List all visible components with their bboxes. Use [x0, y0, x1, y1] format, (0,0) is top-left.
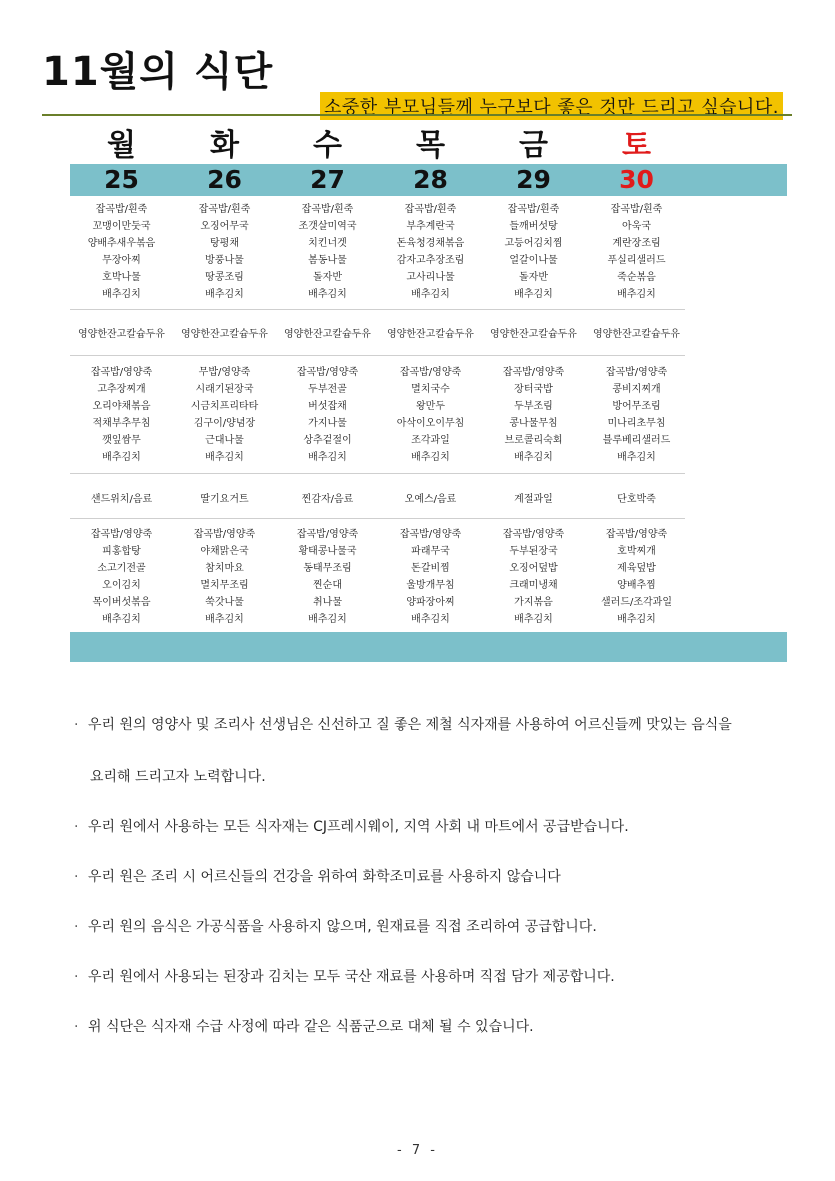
menu-item: 양파장아찌 — [406, 597, 455, 608]
menu-item: 푸실리샐러드 — [607, 255, 666, 266]
breakfast-mon — [70, 201, 173, 303]
menu-item: 찐순대 — [313, 580, 342, 591]
snack-item: 영양한잔고칼슘두유 — [593, 329, 680, 340]
menu-item: 꼬맹이만둣국 — [92, 221, 151, 232]
notice-item — [74, 714, 794, 788]
menu-item: 고사리나물 — [406, 272, 455, 283]
menu-item: 멸치무조림 — [200, 580, 249, 591]
menu-item: 배추김치 — [617, 289, 656, 300]
divider — [70, 355, 685, 356]
title-underline — [42, 114, 792, 116]
snack-item: 샌드위치/음료 — [90, 494, 153, 505]
notice-item — [74, 1016, 794, 1038]
menu-item: 잡곡밥/영양죽 — [605, 529, 668, 540]
menu-item: 파래무국 — [411, 546, 450, 557]
snack-item: 영양한잔고칼슘두유 — [490, 329, 577, 340]
date-thu: 28 — [413, 165, 448, 194]
menu-item: 잡곡밥/영양죽 — [502, 529, 565, 540]
menu-item: 잡곡밥/흰죽 — [507, 204, 560, 215]
menu-item: 무장아찌 — [102, 255, 141, 266]
menu-item: 브로콜리숙회 — [504, 435, 563, 446]
menu-item: 제육덮밥 — [617, 563, 656, 574]
menu-item: 배추김치 — [205, 452, 244, 463]
notice-text-continued: 요리해 드리고자 노력합니다. — [90, 769, 266, 785]
lunch-mon — [70, 364, 173, 466]
menu-item: 배추김치 — [617, 452, 656, 463]
menu-item: 장터국밥 — [514, 384, 553, 395]
menu-item: 잡곡밥/흰죽 — [301, 204, 354, 215]
lunch-thu — [379, 364, 482, 466]
notice-item — [74, 966, 794, 988]
menu-item: 잡곡밥/영양죽 — [605, 367, 668, 378]
snack-item: 영양한잔고칼슘두유 — [284, 329, 371, 340]
snack-item: 영양한잔고칼슘두유 — [78, 329, 165, 340]
menu-item: 배추김치 — [102, 614, 141, 625]
menu-item: 상추겉절이 — [303, 435, 352, 446]
menu-item: 배추김치 — [514, 289, 553, 300]
menu-item: 계란장조림 — [612, 238, 661, 249]
date-mon: 25 — [104, 165, 139, 194]
menu-item: 잡곡밥/흰죽 — [610, 204, 663, 215]
bullet-icon: · — [74, 819, 79, 835]
date-wed: 27 — [310, 165, 345, 194]
breakfast-thu — [379, 201, 482, 303]
menu-item: 호박나물 — [102, 272, 141, 283]
menu-item: 왕만두 — [416, 401, 445, 412]
notice-text: 우리 원의 영양사 및 조리사 선생님은 신선하고 질 좋은 제철 식자재를 사용하여 어르신들께 맛있는 음식을 — [88, 717, 732, 733]
menu-item: 적채부추무침 — [92, 418, 151, 429]
menu-item: 잡곡밥/영양죽 — [90, 367, 153, 378]
menu-item: 배추김치 — [411, 289, 450, 300]
date-bar — [70, 164, 787, 196]
notice-text: 우리 원의 음식은 가공식품을 사용하지 않으며, 원재료를 직접 조리하여 공급합니다. — [88, 919, 597, 935]
menu-item: 두부조림 — [514, 401, 553, 412]
menu-item: 깻잎쌈무 — [102, 435, 141, 446]
menu-item: 아삭이오이무침 — [396, 418, 465, 429]
page-number: - 7 - — [397, 1143, 438, 1158]
notice-text: 우리 원에서 사용되는 된장과 김치는 모두 국산 재료를 사용하며 직접 담가 제공합니다. — [88, 969, 615, 985]
menu-item: 두부전골 — [308, 384, 347, 395]
bullet-icon: · — [74, 717, 79, 733]
menu-item: 잡곡밥/영양죽 — [399, 529, 462, 540]
bullet-icon: · — [74, 919, 79, 935]
menu-item: 봄동나물 — [308, 255, 347, 266]
menu-item: 근대나물 — [205, 435, 244, 446]
menu-item: 잡곡밥/흰죽 — [198, 204, 251, 215]
menu-item: 조각과일 — [411, 435, 450, 446]
menu-item: 잡곡밥/영양죽 — [90, 529, 153, 540]
notice-text: 위 식단은 식자재 수급 사정에 따라 같은 식품군으로 대체 될 수 있습니다. — [88, 1019, 534, 1035]
breakfast-fri — [482, 201, 585, 303]
lunch-wed — [276, 364, 379, 466]
dinner-sat — [585, 526, 688, 628]
menu-item: 배추김치 — [617, 614, 656, 625]
menu-item: 배추김치 — [308, 452, 347, 463]
date-sat: 30 — [619, 165, 654, 194]
menu-item: 양배추새우볶음 — [87, 238, 156, 249]
menu-item: 고추장찌개 — [97, 384, 146, 395]
menu-item: 방풍나물 — [205, 255, 244, 266]
snack-item: 단호박죽 — [617, 494, 656, 505]
menu-item: 참치마요 — [205, 563, 244, 574]
snack-item: 딸기요거트 — [200, 494, 249, 505]
menu-item: 김구이/양념장 — [193, 418, 256, 429]
weekday-thu: 목 — [416, 128, 445, 163]
snack-item: 영양한잔고칼슘두유 — [181, 329, 268, 340]
menu-item: 잡곡밥/영양죽 — [296, 529, 359, 540]
menu-item: 가지나물 — [308, 418, 347, 429]
menu-item: 잡곡밥/흰죽 — [404, 204, 457, 215]
date-tue: 26 — [207, 165, 242, 194]
breakfast-tue — [173, 201, 276, 303]
menu-item: 부추계란국 — [406, 221, 455, 232]
menu-item: 치킨너겟 — [308, 238, 347, 249]
menu-item: 배추김치 — [411, 614, 450, 625]
menu-item: 탕평채 — [210, 238, 239, 249]
menu-item: 돈갈비찜 — [411, 563, 450, 574]
notice-text: 우리 원에서 사용하는 모든 식자재는 CJ프레시웨이, 지역 사회 내 마트에서 공급받습니다. — [88, 819, 629, 835]
date-fri: 29 — [516, 165, 551, 194]
menu-item: 피홍합탕 — [102, 546, 141, 557]
menu-item: 호박찌개 — [617, 546, 656, 557]
bullet-icon: · — [74, 869, 79, 885]
menu-item: 감자고추장조림 — [396, 255, 465, 266]
menu-item: 배추김치 — [308, 289, 347, 300]
menu-item: 미나리초무침 — [607, 418, 666, 429]
dinner-tue — [173, 526, 276, 628]
menu-item: 오리야채볶음 — [92, 401, 151, 412]
menu-item: 크래미냉채 — [509, 580, 558, 591]
notice-text: 우리 원은 조리 시 어르신들의 건강을 위하여 화학조미료를 사용하지 않습니다 — [88, 869, 561, 885]
menu-item: 얼갈이나물 — [509, 255, 558, 266]
menu-item: 배추김치 — [514, 452, 553, 463]
weekday-row — [70, 128, 790, 164]
weekday-fri: 금 — [519, 128, 548, 163]
menu-item: 방어무조림 — [612, 401, 661, 412]
menu-item: 야채맑은국 — [200, 546, 249, 557]
menu-item: 양배추찜 — [617, 580, 656, 591]
footer-color-bar — [70, 632, 787, 662]
menu-item: 배추김치 — [205, 614, 244, 625]
menu-item: 황태콩나물국 — [298, 546, 357, 557]
divider — [70, 309, 685, 310]
menu-item: 취나물 — [313, 597, 342, 608]
menu-item: 잡곡밥/영양죽 — [296, 367, 359, 378]
menu-item: 소고기전골 — [97, 563, 146, 574]
menu-item: 잡곡밥/영양죽 — [399, 367, 462, 378]
divider — [70, 473, 685, 474]
bullet-icon: · — [74, 1019, 79, 1035]
menu-item: 돌자반 — [313, 272, 342, 283]
page-title: 11월의 식단 — [42, 49, 274, 95]
menu-item: 조갯살미역국 — [298, 221, 357, 232]
weekday-mon: 월 — [107, 128, 136, 163]
menu-item: 목이버섯볶음 — [92, 597, 151, 608]
weekday-wed: 수 — [313, 128, 342, 163]
snack-item: 찐감자/음료 — [301, 494, 354, 505]
weekday-sat: 토 — [622, 128, 651, 163]
menu-item: 잡곡밥/영양죽 — [193, 529, 256, 540]
lunch-fri — [482, 364, 585, 466]
menu-item: 블루베리샐러드 — [602, 435, 671, 446]
notice-list — [74, 714, 794, 1066]
menu-item: 돈육청경채볶음 — [396, 238, 465, 249]
menu-item: 잡곡밥/영양죽 — [502, 367, 565, 378]
snack-item: 오예스/음료 — [404, 494, 457, 505]
menu-item: 콩나물무침 — [509, 418, 558, 429]
menu-item: 고등어김치찜 — [504, 238, 563, 249]
weekday-tue: 화 — [210, 128, 239, 163]
menu-item: 배추김치 — [205, 289, 244, 300]
menu-item: 멸치국수 — [411, 384, 450, 395]
menu-item: 배추김치 — [308, 614, 347, 625]
menu-item: 시금치프리타타 — [190, 401, 259, 412]
snack-item: 영양한잔고칼슘두유 — [387, 329, 474, 340]
menu-item: 아욱국 — [622, 221, 651, 232]
menu-item: 배추김치 — [102, 289, 141, 300]
bullet-icon: · — [74, 969, 79, 985]
menu-item: 죽순볶음 — [617, 272, 656, 283]
menu-item: 배추김치 — [102, 452, 141, 463]
menu-item: 가지볶음 — [514, 597, 553, 608]
menu-item: 두부된장국 — [509, 546, 558, 557]
menu-item: 잡곡밥/흰죽 — [95, 204, 148, 215]
menu-item: 시래기된장국 — [195, 384, 254, 395]
breakfast-sat — [585, 201, 688, 303]
menu-item: 무밥/영양죽 — [198, 367, 251, 378]
snack-item: 계절과일 — [514, 494, 553, 505]
menu-item: 버섯잡채 — [308, 401, 347, 412]
menu-item: 울방개무침 — [406, 580, 455, 591]
dinner-wed — [276, 526, 379, 628]
lunch-sat — [585, 364, 688, 466]
menu-item: 배추김치 — [514, 614, 553, 625]
dinner-mon — [70, 526, 173, 628]
page-subtitle: 소중한 부모님들께 누구보다 좋은 것만 드리고 싶습니다. — [320, 92, 783, 120]
menu-item: 동태무조림 — [303, 563, 352, 574]
notice-item — [74, 916, 794, 938]
menu-item: 콩비지찌개 — [612, 384, 661, 395]
menu-item: 샐러드/조각과일 — [601, 597, 672, 608]
menu-item: 들깨버섯탕 — [509, 221, 558, 232]
menu-item: 오이김치 — [102, 580, 141, 591]
notice-item — [74, 866, 794, 888]
notice-item — [74, 816, 794, 838]
menu-item: 오징어무국 — [200, 221, 249, 232]
breakfast-wed — [276, 201, 379, 303]
lunch-tue — [173, 364, 276, 466]
menu-item: 돌자반 — [519, 272, 548, 283]
menu-item: 쑥갓나물 — [205, 597, 244, 608]
dinner-fri — [482, 526, 585, 628]
menu-item: 오징어덮밥 — [509, 563, 558, 574]
menu-item: 배추김치 — [411, 452, 450, 463]
menu-item: 땅콩조림 — [205, 272, 244, 283]
divider — [70, 518, 685, 519]
dinner-thu — [379, 526, 482, 628]
